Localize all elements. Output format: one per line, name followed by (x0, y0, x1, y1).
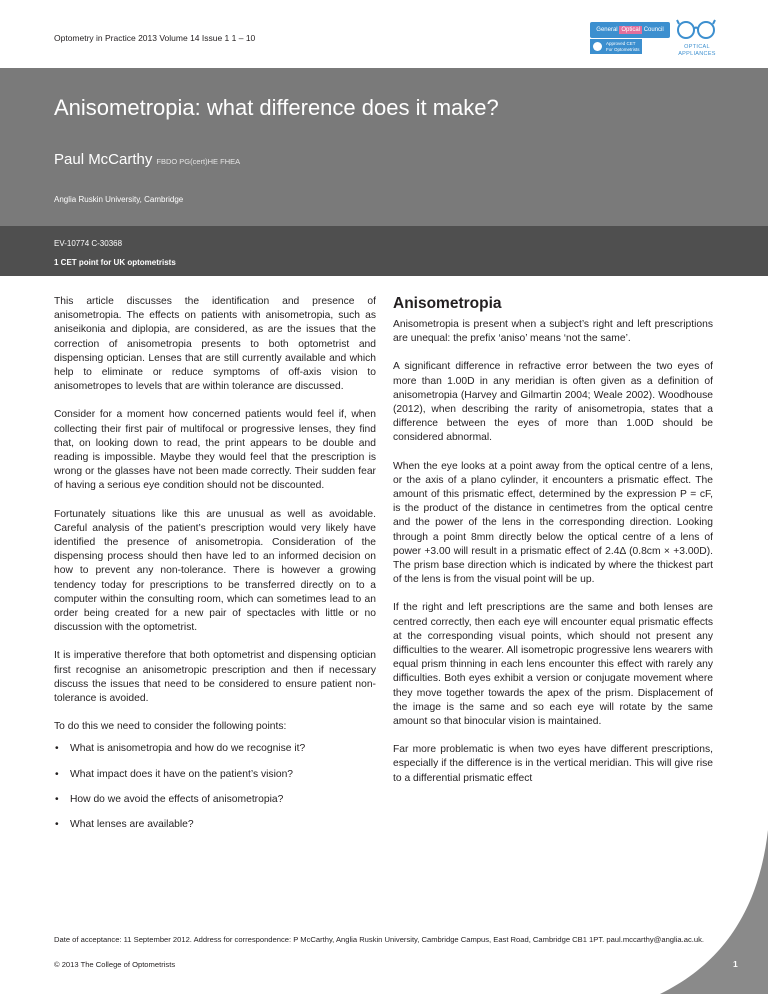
journal-citation: Optometry in Practice 2013 Volume 14 Issue 1 1 – 10 (54, 33, 256, 43)
goc-approved-line2: For Optometrists (606, 46, 640, 52)
optical-appliances-label (672, 44, 722, 58)
goc-word-optical: Optical (621, 27, 641, 33)
points-list (54, 742, 376, 832)
glasses-icon (676, 18, 716, 40)
cet-code: EV-10774 C-30368 (54, 239, 123, 248)
goc-approved-bar (590, 39, 642, 54)
body-paragraph: If the right and left prescriptions are the same and both lenses are centred correctly, then each eye will encounter equal prismatic effects at the corresponding visual points, which should not present any difficulties to the wearer. All isometropic progressive lens wearers with equal prism thinning in each lens encounter this effect with rarely any difficulties. Both eyes exhibit a version or conjugate movement where they move together towards the apex of the prism. Displacement of the image is the same and so each eye will rotate by the same amount so that binocular vision is maintained. (393, 602, 713, 728)
cet-points: 1 CET point for UK optometrists (54, 258, 176, 267)
body-paragraph: To do this we need to consider the following points: (54, 721, 287, 733)
section-heading: Anisometropia (393, 295, 502, 312)
list-item: • How do we avoid the effects of anisometropia? (54, 793, 376, 807)
cet-band (0, 226, 768, 276)
top-header (0, 0, 768, 68)
goc-approved-cet-logo (590, 22, 670, 56)
check-icon (593, 42, 602, 51)
abstract-paragraph: This article discusses the identification and presence of anisometropia. The effects on patients with anisometropia, such as aniseikonia and diplopia, are considered, as are the issues that the correction of anisometropia presents to both optometrist and dispensing optician. Lenses that are still currently available and which help to eliminate or reduce symptoms of off-axis vision to anisometropes to levels that are within tolerance are discussed. (54, 296, 376, 393)
page-corner-curve (640, 830, 768, 994)
left-column (54, 295, 376, 843)
body-paragraph: Fortunately situations like this are unusual as well as avoidable. Careful analysis of the patient’s prescription would very likely have identified the presence of anisometropia. Consideration of the dispensing process should then have led to an informed decision on how to prevent any non-tolerance. There is however a growing tendency today for prescriptions to be transferred directly on to a computer within the consulting room, which can sometimes lead to an order being created for a new pair of spectacles with little or no discussion with the optometrist. (54, 508, 376, 634)
list-item: • What is anisometropia and how do we recognise it? (54, 742, 376, 756)
body-paragraph: Consider for a moment how concerned patients would feel if, when collecting their first pair of multifocal or progressive lenses, they find that, on looking down to read, the print appears to be double and reading is impossible. Maybe they would feel that the prescription is wrong or the glasses have not been made correctly. Their sudden fear of having a serious eye condition should not be discounted. (54, 409, 376, 492)
page-number: 1 (733, 959, 738, 969)
body-paragraph: It is imperative therefore that both optometrist and dispensing optician first recognise an anisometropic prescription and then if necessary discuss the issues that need to be considered to ensure patient non-tolerance is avoided. (54, 650, 376, 705)
optical-appliances-text: OPTICAL APPLIANCES (678, 44, 716, 57)
body-paragraph: Far more problematic is when two eyes have different prescriptions, especially if the difference is in the vertical meridian. This will give rise to a differential prismatic effect (393, 744, 713, 784)
goc-name-bar (590, 22, 670, 38)
copyright: © 2013 The College of Optometrists (54, 960, 176, 969)
author-name: Paul McCarthy (54, 151, 153, 168)
body-paragraph: A significant difference in refractive error between the two eyes of more than 1.00D in any meridian is often given as a definition of anisometropia (Harvey and Gilmartin 2004; Weale 2002). Woodhouse (2012), when describing the rarity of anisometropia, states that a difference between the eyes of more than 1.00D should be considered abnormal. (393, 361, 713, 444)
author-qualifications: FBDO PG(cert)HE FHEA (156, 157, 241, 166)
body-paragraph: When the eye looks at a point away from the optical centre of a lens, or the axis of a plano cylinder, it encounters a prismatic effect. The amount of this prismatic effect, determined by the expression P = cF, is the product of the distance in centimetres from the optical centre and the power of the lens in the corresponding direction. Looking through a point 8mm directly below the optical centre of a lens of power +3.00 will result in a prismatic effect of 2.4Δ (0.8cm × +3.00D). The prism base direction which is indicated by where the thickest part of the lens is from the visual point will be up. (393, 460, 713, 586)
list-item: • What impact does it have on the patient’s vision? (54, 768, 376, 782)
correspondence-note: Date of acceptance: 11 September 2012. Address for correspondence: P McCarthy, Anglia Ruskin University, Cambridge Campus, East Road, Cambridge CB1 1PT. paul.mccarthy@anglia.ac.uk. (54, 935, 704, 944)
author-line (54, 151, 240, 168)
author-affiliation: Anglia Ruskin University, Cambridge (54, 195, 184, 204)
list-item: • What lenses are available? (54, 818, 376, 832)
goc-approved-line1: Approved CET (606, 41, 636, 46)
article-title: Anisometropia: what difference does it make? (54, 95, 499, 120)
goc-word-council: Council (643, 27, 664, 33)
goc-word-general: General (596, 27, 618, 33)
right-column (393, 295, 713, 800)
body-paragraph: Anisometropia is present when a subject’s right and left prescriptions are unequal: the prefix ‘aniso’ means ‘not the same’. (393, 319, 713, 345)
